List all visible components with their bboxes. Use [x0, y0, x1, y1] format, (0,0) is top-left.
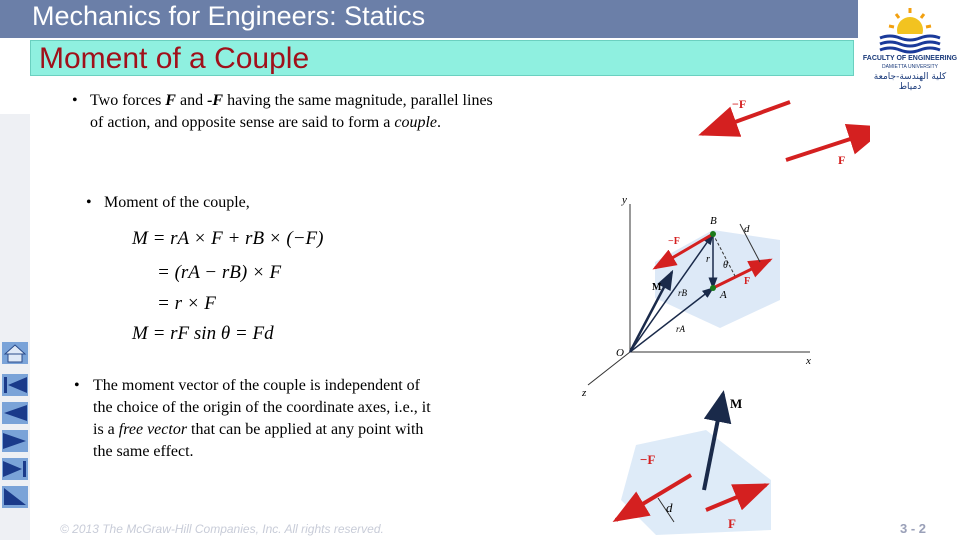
- svg-text:θ: θ: [723, 260, 728, 271]
- svg-text:rA: rA: [676, 324, 685, 334]
- previous-slide-icon[interactable]: [0, 400, 30, 426]
- svg-text:r: r: [706, 254, 710, 265]
- svg-text:−F: −F: [640, 452, 656, 467]
- copyright-notice: © 2013 The McGraw-Hill Companies, Inc. All rights reserved.: [60, 522, 384, 536]
- svg-text:−F: −F: [668, 236, 680, 247]
- faculty-logo: [858, 0, 960, 90]
- equation-line-3: = r × F: [157, 293, 216, 314]
- svg-text:F: F: [744, 276, 751, 287]
- svg-text:A: A: [720, 289, 727, 301]
- force-minus-f-symbol: -F: [207, 92, 224, 109]
- header-title: Mechanics for Engineers: Statics: [32, 1, 426, 31]
- svg-text:M: M: [730, 396, 743, 411]
- svg-text:O: O: [616, 347, 624, 359]
- svg-text:M: M: [652, 282, 662, 293]
- svg-text:x: x: [806, 355, 811, 367]
- svg-text:B: B: [710, 215, 717, 227]
- logo-arabic-text: كلية الهندسة-جامعة دمياط: [873, 72, 947, 92]
- force-f-symbol: F: [165, 92, 176, 109]
- home-icon[interactable]: [0, 340, 30, 366]
- slide-subtitle: Moment of a Couple: [39, 42, 310, 75]
- couple-forces-figure: [690, 90, 870, 175]
- equation-line-2: = (rA − rB) × F: [157, 262, 282, 283]
- couple-coordinate-diagram: [580, 190, 820, 400]
- svg-text:rB: rB: [678, 288, 687, 298]
- svg-text:y: y: [622, 194, 627, 206]
- page-number: 3 - 2: [900, 521, 927, 536]
- logo-university-text: DAMIETTA UNIVERSITY: [881, 64, 939, 70]
- free-vector-figure: [596, 390, 796, 540]
- f-label: F: [838, 153, 846, 167]
- f-arrow: [786, 128, 870, 160]
- last-slide-icon[interactable]: [0, 456, 30, 482]
- minus-f-label: −F: [732, 97, 747, 111]
- equation-line-1: M = rA × F + rB × (−F): [132, 228, 324, 249]
- back-icon[interactable]: [0, 484, 30, 510]
- next-slide-icon[interactable]: [0, 428, 30, 454]
- bullet-free-vector: • The moment vector of the couple is independent of the choice of the origin of the coordinate axes, i.e., it is a free vector that can be applied at any point with the same effect.: [74, 377, 431, 460]
- sun-waves-logo-icon: [858, 0, 960, 55]
- first-slide-icon[interactable]: [0, 372, 30, 398]
- header-bar: [0, 0, 858, 38]
- svg-text:z: z: [582, 387, 587, 399]
- subtitle-bar: [30, 40, 854, 76]
- logo-faculty-text: FACULTY OF ENGINEERING: [862, 55, 958, 62]
- bullet-couple-definition: • Two forces F and -F having the same magnitude, parallel lines of action, and opposite sense are said to form a couple.: [72, 92, 493, 131]
- svg-text:d: d: [666, 500, 673, 515]
- svg-text:d: d: [744, 223, 750, 235]
- equation-line-4: M = rF sin θ = Fd: [132, 323, 274, 344]
- svg-text:F: F: [728, 516, 736, 531]
- bullet-moment-of-couple: • Moment of the couple,: [86, 194, 250, 211]
